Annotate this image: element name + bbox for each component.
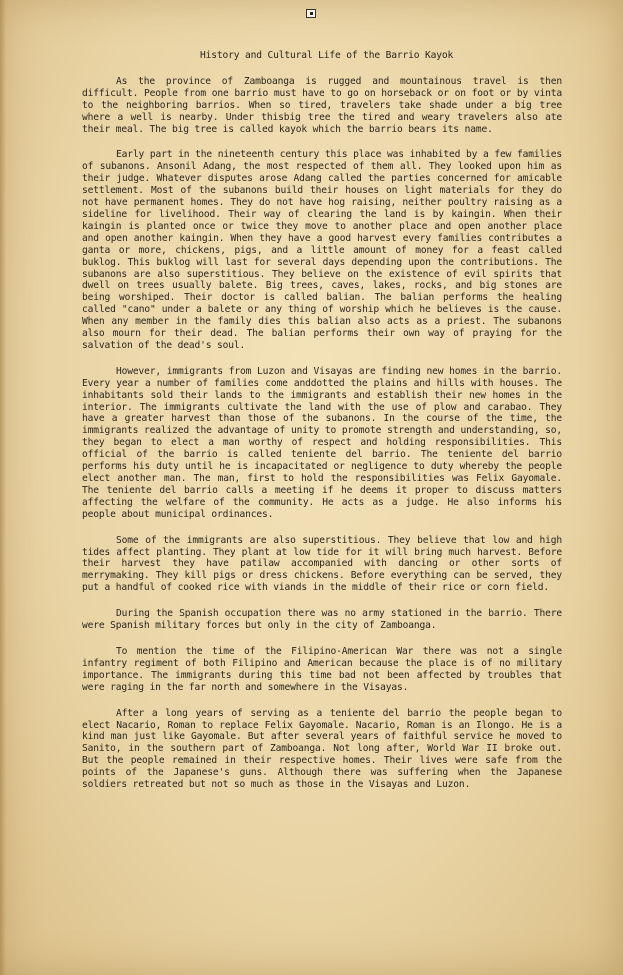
paragraph-superstitions: Some of the immigrants are also superstitious. They believe that low and high tides affect planting. They plant at low tide for it will bring much harvest. Before their harvest they have patilaw accompanied with dancing or other sorts of merrymaking. They kill pigs or dress chickens. Before everything can be served, they put a handful of cooked rice with viands in the middle of their rice or corn field. — [82, 534, 562, 594]
document-body — [82, 50, 562, 805]
paragraph-later-leaders: After a long years of serving as a teniente del barrio the people began to elect Nacario, Roman to replace Felix Gayomale. Nacario, Roman is an Ilongo. He is a kind man just like Gayomale. But after several years of faithful service he moved to Sanito, in the southern part of Zamboanga. Not long after, World War II broke out. But the people remained in their respective homes. Their lives were safe from the points of the Japanese's guns. Although there was suffering when the Japanese soldiers retreated but not so much as those in the Visayas and Luzon. — [82, 707, 562, 791]
document-title: History and Cultural Life of the Barrio Kayok — [200, 50, 454, 61]
paragraph-subanons: Early part in the nineteenth century this place was inhabited by a few families of subanons. Ansonil Adang, the most respected of them all. They looked upon him as their judge. Whatever disputes arose Adang called the parties concerned for amicable settlement. Most of the subanons build their houses on light materials for they do not have permanent homes. They do not have hog raising, neither poultry raising as a sideline for livelihood. Their way of clearing the land is by kaingin. When their kaingin is planted once or twice they move to another place and open another place and open another kaingin. When they have a good harvest every families contributes a ganta or more, chickens, pigs, and a little amount of money for a feast called buklog. This buklog will last for several days depending upon the contributions. The subanons are also superstitious. They believe on the existence of evil spirits that dwell on trees usually balete. Big trees, caves, lakes, rocks, and big stones are being worshiped. Their doctor is called balian. The balian performs the healing called "cano" under a balete or any thing of worship which he believes is the cause. When any member in the family dies this balian also acts as a priest. The subanons also mourn for their dead. The balian performs their own way of praying for the salvation of the dead's soul. — [82, 149, 562, 351]
paragraph-filipino-american-war: To mention the time of the Filipino-American War there was not a single infantry regiment of both Filipino and American because the place is of no military importance. The immigrants during this time bad not been affected by troubles that were raging in the far north and somewhere in the Visayas. — [82, 645, 562, 693]
page-edge-shadow — [0, 0, 6, 975]
paragraph-spanish-occupation: During the Spanish occupation there was no army stationed in the barrio. There were Spanish military forces but only in the city of Zamboanga. — [82, 608, 562, 632]
staple-mark — [306, 9, 316, 18]
paragraph-origin-of-name: As the province of Zamboanga is rugged and mountainous travel is then difficult. People from one barrio must have to go on horseback or on foot or by vinta to the neighboring barrios. When so tired, travelers take shade under a big tree where a well is nearby. Under thisbig tree the tired and weary travelers also ate their meal. The big tree is called kayok which the barrio bears its name. — [82, 75, 562, 135]
paragraph-immigrants: However, immigrants from Luzon and Visayas are finding new homes in the barrio. Every year a number of families come anddotted the plains and hills with houses. The inhabitants sold their lands to the immigrants and establish their new homes in the interior. The immigrants cultivate the land with the use of plow and carabao. They have a greater harvest than those of the subanons. In the course of the time, the immigrants realized the advantage of unity to promote strength and understanding, so, they began to elect a man worthy of respect and holding responsibilities. This official of the barrio is called teniente del barrio. The teniente del barrio performs his duty until he is incapacitated or negligence to duty whereby the people elect another man. The man, first to hold the responsibilities was Felix Gayomale. The teniente del barrio calls a meeting if he deems it proper to discuss matters affecting the welfare of the community. He acts as a judge. He also informs his people about municipal ordinances. — [82, 365, 562, 520]
